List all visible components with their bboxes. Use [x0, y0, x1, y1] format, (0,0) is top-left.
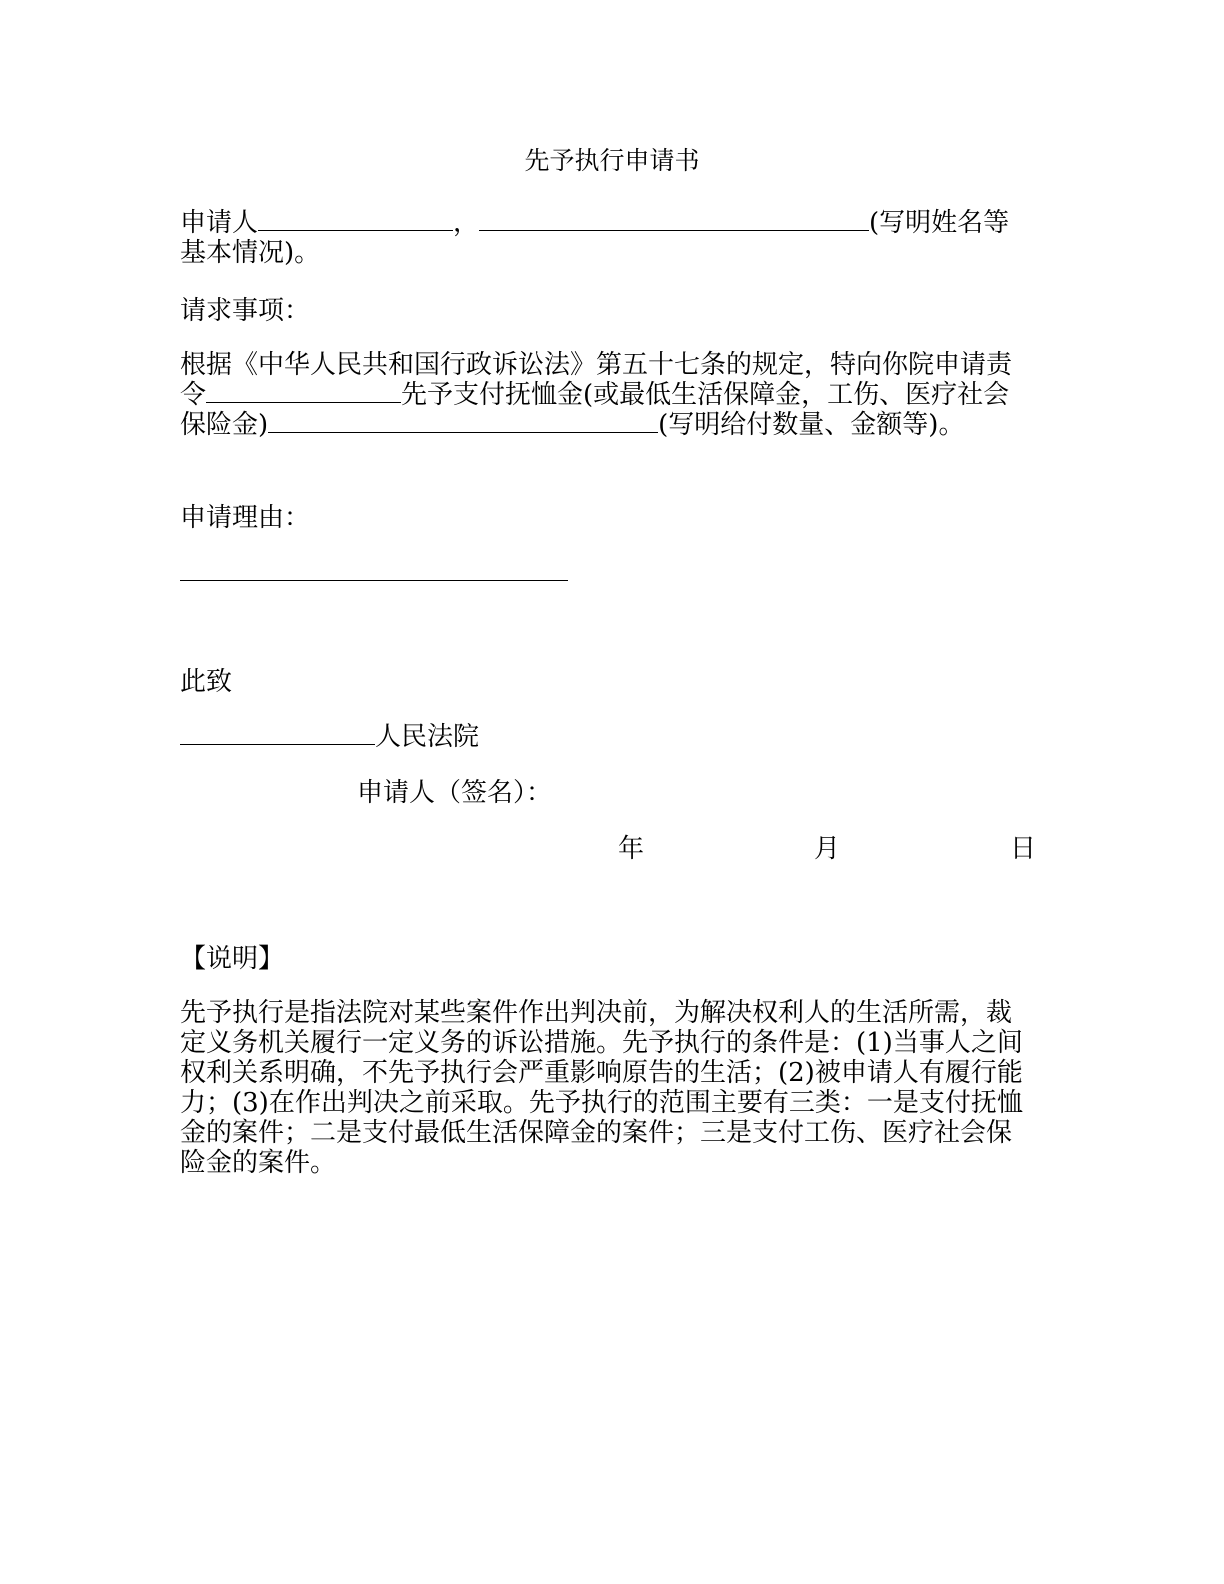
respondent-blank[interactable] — [206, 380, 401, 403]
date-day: 日 — [1010, 834, 1037, 864]
request-text-1: 根据《中华人民共和国行政诉讼法》第五十七条的规定，特向你院申请责令 — [180, 350, 1013, 410]
applicant-info-blank[interactable] — [479, 208, 869, 231]
request-text-3: (写明给付数量、金额等)。 — [658, 410, 965, 440]
applicant-paragraph — [180, 208, 1030, 268]
date-year: 年 — [618, 834, 645, 864]
court-suffix: 人民法院 — [375, 722, 480, 752]
reason-paragraph — [180, 558, 1030, 588]
amount-blank[interactable] — [268, 410, 658, 433]
salutation: 此致 — [180, 667, 233, 697]
explanation-body: 先予执行是指法院对某些案件作出判决前，为解决权利人的生活所需，裁定义务机关履行一定义务的诉讼措施。先予执行的条件是：(1)当事人之间权利关系明确，不先予执行会严重影响原告的生活；(2)被申请人有履行能力；(3)在作出判决之前采取。先予执行的范围主要有三类：一是支付抚恤金的案件；二是支付最低生活保障金的案件；三是支付工伤、医疗社会保险金的案件。 — [180, 998, 1023, 1178]
applicant-label: 申请人 — [180, 208, 259, 238]
applicant-comma: ， — [453, 208, 480, 238]
request-heading: 请求事项： — [180, 296, 311, 326]
explanation-heading: 【说明】 — [180, 944, 285, 974]
document-title: 先予执行申请书 — [524, 146, 700, 175]
court-line — [180, 722, 1030, 752]
date-month: 月 — [814, 834, 841, 864]
applicant-note: (写明姓名等基本情况)。 — [180, 208, 1010, 268]
court-name-blank[interactable] — [180, 722, 375, 745]
signature-label: 申请人（签名）： — [357, 778, 553, 808]
reason-heading: 申请理由： — [180, 503, 311, 533]
date-row — [180, 834, 1037, 864]
request-text-2: 先予支付抚恤金(或最低生活保障金，工伤、医疗社会保险金) — [180, 380, 1010, 440]
applicant-name-blank[interactable] — [258, 208, 453, 231]
reason-blank[interactable] — [180, 558, 568, 581]
request-paragraph — [180, 350, 1030, 440]
